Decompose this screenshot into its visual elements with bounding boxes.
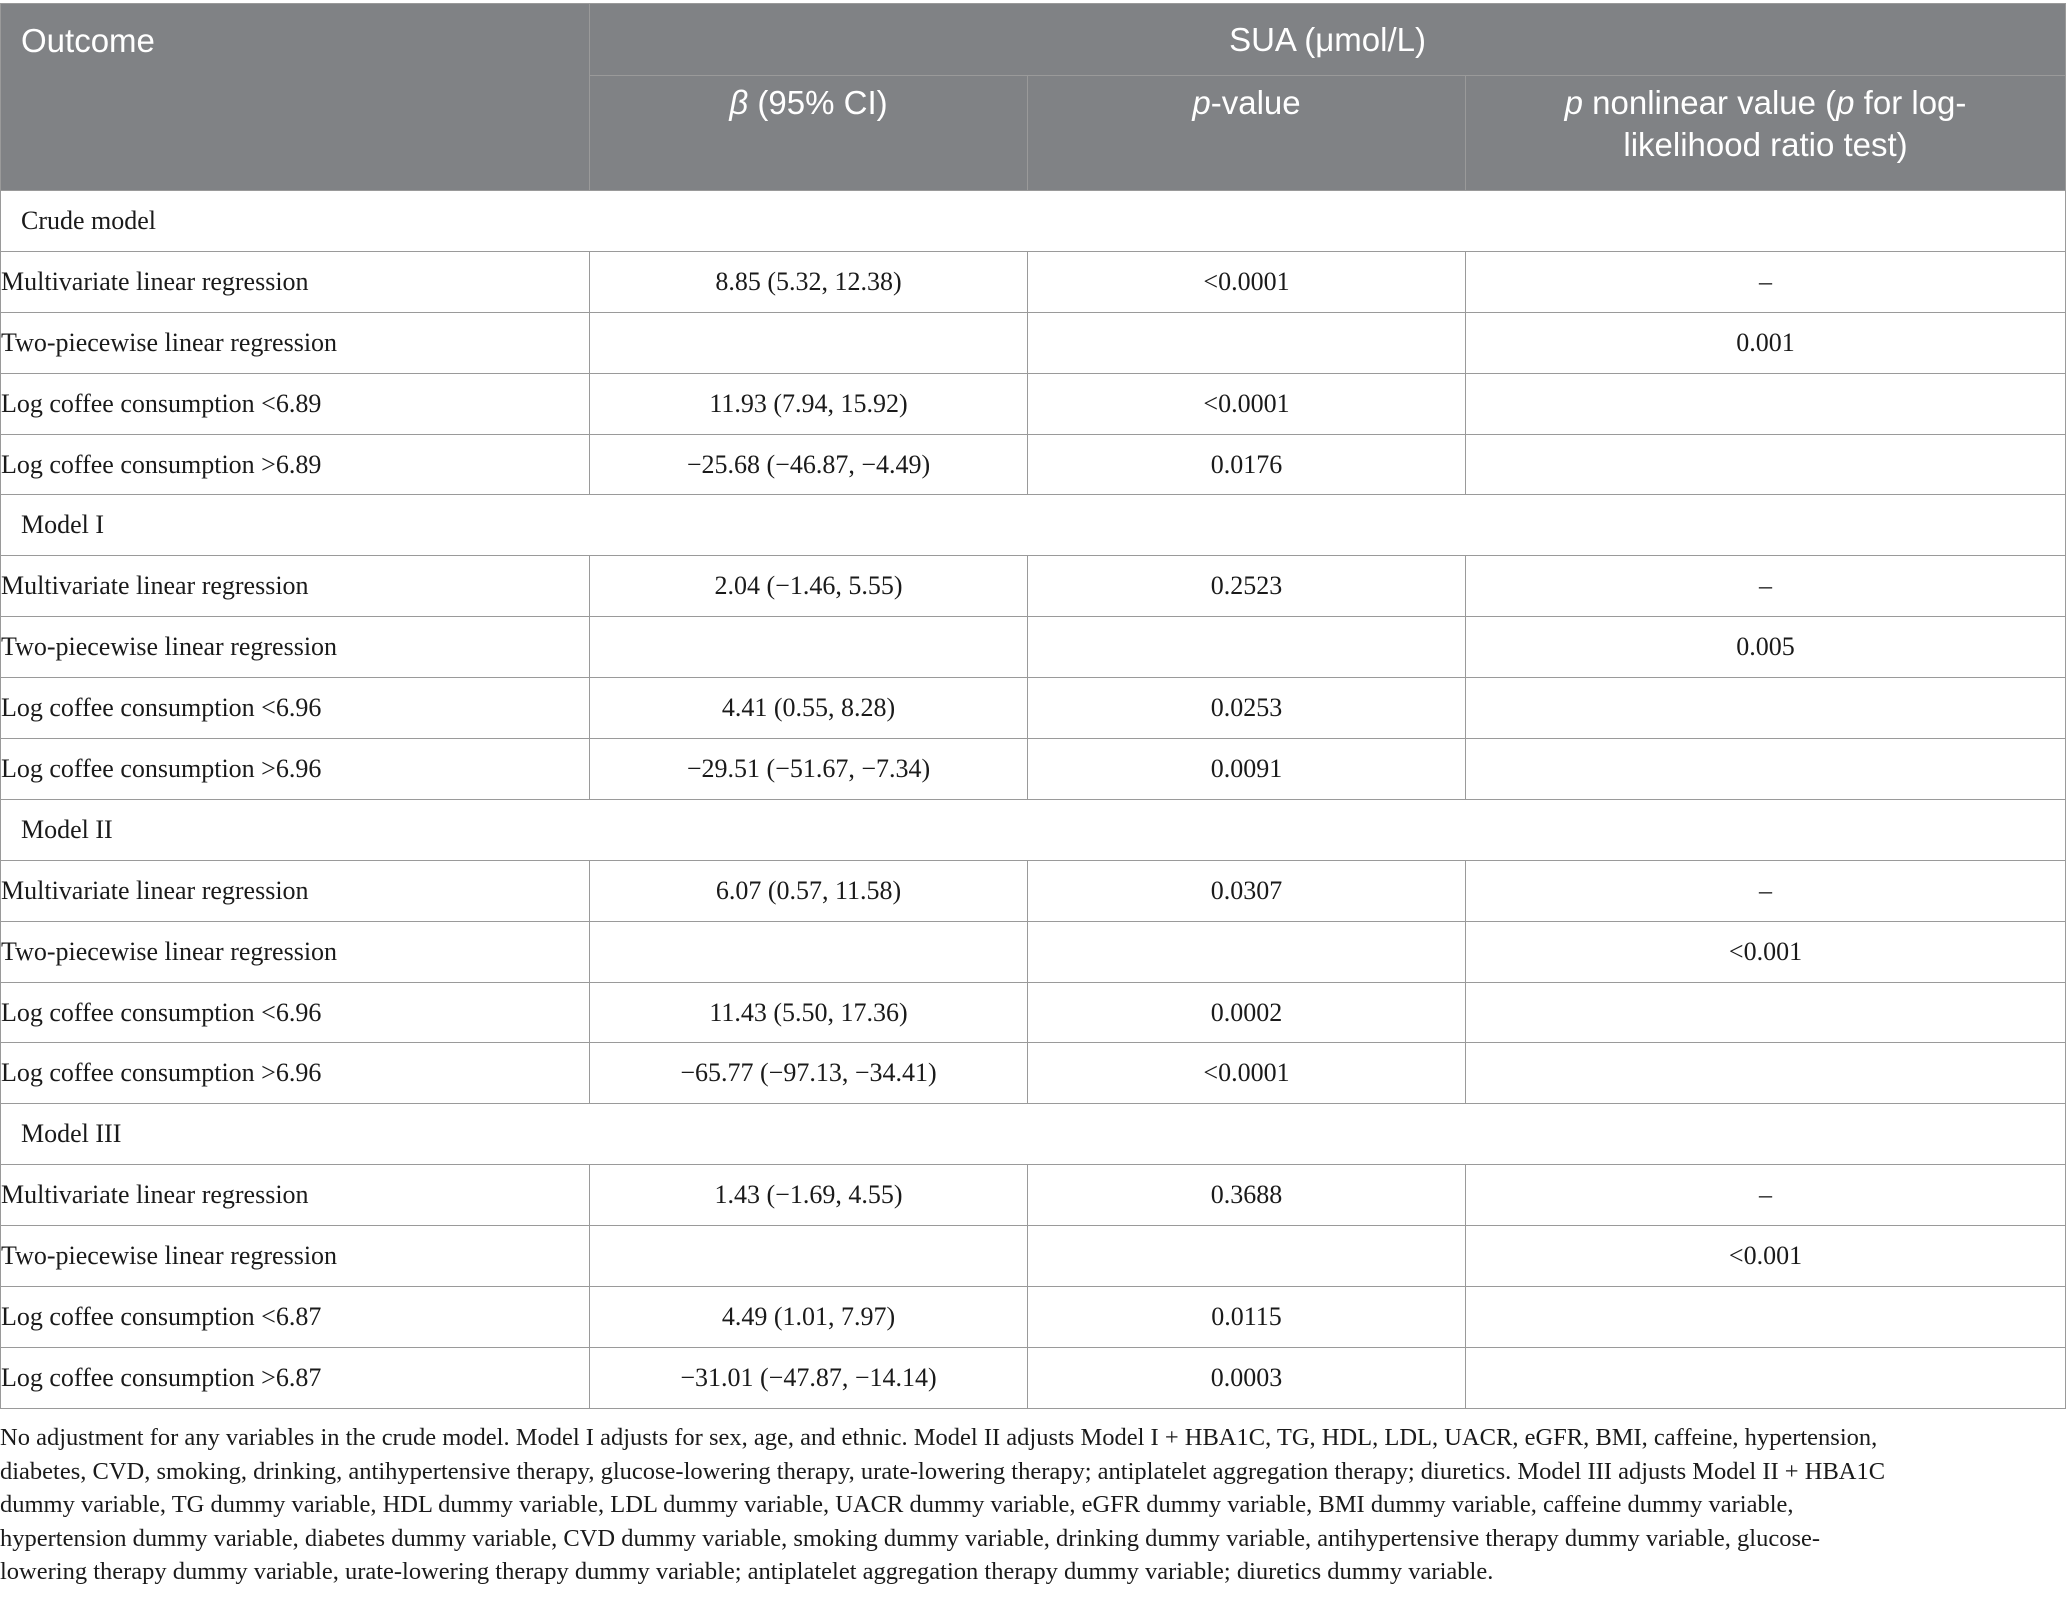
table-row <box>1 739 2066 800</box>
nonlinear-p-cell <box>1466 373 2066 434</box>
beta-ci-cell: −31.01 (−47.87, −14.14) <box>590 1347 1028 1408</box>
table-row <box>1 1347 2066 1408</box>
p-value-cell: <0.0001 <box>1028 373 1466 434</box>
beta-ci-cell: 6.07 (0.57, 11.58) <box>590 860 1028 921</box>
beta-ci-cell: 8.85 (5.32, 12.38) <box>590 251 1028 312</box>
section-row <box>1 191 2066 252</box>
table-footnote <box>0 1421 2067 1589</box>
footnote-line: hypertension dummy variable, diabetes dummy variable, CVD dummy variable, smoking dummy variable, drinking dummy variable, antihypertensive therapy dummy variable, glucose- <box>0 1524 1821 1552</box>
footnote-text <box>0 1421 2067 1589</box>
nonlinear-p-cell <box>1466 739 2066 800</box>
table-row <box>1 312 2066 373</box>
row-label: Log coffee consumption <6.96 <box>1 678 590 739</box>
beta-ci-cell: −25.68 (−46.87, −4.49) <box>590 434 1028 495</box>
section-title: Crude model <box>1 191 2066 252</box>
p-label: -value <box>1210 84 1301 121</box>
table-header <box>1 4 2066 191</box>
p-value-cell: 0.0115 <box>1028 1287 1466 1348</box>
table-row <box>1 678 2066 739</box>
row-label: Log coffee consumption <6.89 <box>1 373 590 434</box>
nonlinear-p-cell: 0.005 <box>1466 617 2066 678</box>
row-label: Log coffee consumption >6.87 <box>1 1347 590 1408</box>
table-body <box>1 191 2066 1409</box>
p-value-cell <box>1028 617 1466 678</box>
nonlinear-p-cell <box>1466 678 2066 739</box>
row-label: Log coffee consumption >6.96 <box>1 1043 590 1104</box>
header-sua-group: SUA (μmol/L) <box>590 4 2066 76</box>
beta-ci-cell <box>590 921 1028 982</box>
section-title: Model II <box>1 799 2066 860</box>
beta-symbol: β <box>729 84 749 121</box>
nonlinear-p-cell: – <box>1466 860 2066 921</box>
section-row <box>1 799 2066 860</box>
p-value-cell <box>1028 1226 1466 1287</box>
p-value-cell: 0.0002 <box>1028 982 1466 1043</box>
table-row <box>1 556 2066 617</box>
nonlinear-p-cell: – <box>1466 1165 2066 1226</box>
row-label: Log coffee consumption <6.87 <box>1 1287 590 1348</box>
table-row <box>1 1226 2066 1287</box>
table-row <box>1 921 2066 982</box>
nonlinear-p-cell: <0.001 <box>1466 1226 2066 1287</box>
p-value-cell: 0.0307 <box>1028 860 1466 921</box>
nonlinear-p-cell: – <box>1466 556 2066 617</box>
nonlinear-label: for log- <box>1854 84 1967 121</box>
p-value-cell <box>1028 312 1466 373</box>
table-row <box>1 251 2066 312</box>
row-label: Log coffee consumption <6.96 <box>1 982 590 1043</box>
p-value-cell: 0.0091 <box>1028 739 1466 800</box>
p-value-cell: 0.2523 <box>1028 556 1466 617</box>
nonlinear-p-cell <box>1466 1347 2066 1408</box>
nonlinear-p-cell: <0.001 <box>1466 921 2066 982</box>
table-row <box>1 1165 2066 1226</box>
beta-ci-cell <box>590 1226 1028 1287</box>
beta-ci-cell: −65.77 (−97.13, −34.41) <box>590 1043 1028 1104</box>
p-value-cell: 0.3688 <box>1028 1165 1466 1226</box>
section-title: Model III <box>1 1104 2066 1165</box>
nonlinear-p-cell <box>1466 434 2066 495</box>
table-row <box>1 1043 2066 1104</box>
nonlinear-p-cell: – <box>1466 251 2066 312</box>
p-value-cell: <0.0001 <box>1028 1043 1466 1104</box>
nonlinear-p-cell <box>1466 1287 2066 1348</box>
header-p-value <box>1028 76 1466 191</box>
p-value-cell: 0.0253 <box>1028 678 1466 739</box>
beta-ci-cell: 11.43 (5.50, 17.36) <box>590 982 1028 1043</box>
row-label: Multivariate linear regression <box>1 1165 590 1226</box>
table-row <box>1 982 2066 1043</box>
beta-ci-cell: 2.04 (−1.46, 5.55) <box>590 556 1028 617</box>
table-row <box>1 434 2066 495</box>
beta-ci-cell <box>590 617 1028 678</box>
footnote-line: lowering therapy dummy variable, urate-lowering therapy dummy variable; antiplatelet aggregation therapy dummy variable; diuretics dummy variable. <box>0 1558 1494 1585</box>
table-row <box>1 373 2066 434</box>
header-beta <box>590 76 1028 191</box>
table-row <box>1 617 2066 678</box>
table-row <box>1 1287 2066 1348</box>
header-outcome: Outcome <box>1 4 590 191</box>
nonlinear-p-cell <box>1466 1043 2066 1104</box>
footnote-line: dummy variable, TG dummy variable, HDL dummy variable, LDL dummy variable, UACR dummy variable, eGFR dummy variable, BMI dummy variable, caffeine dummy variable, <box>0 1491 1794 1518</box>
section-row <box>1 1104 2066 1165</box>
beta-ci-cell: 4.41 (0.55, 8.28) <box>590 678 1028 739</box>
footnote-line: No adjustment for any variables in the crude model. Model I adjusts for sex, age, and ethnic. Model II adjusts Model I + HBA1C, TG, HDL, LDL, UACR, eGFR, BMI, caffeine, hypertension, <box>0 1424 1878 1451</box>
row-label: Log coffee consumption >6.89 <box>1 434 590 495</box>
results-table <box>0 3 2066 1409</box>
row-label: Two-piecewise linear regression <box>1 312 590 373</box>
beta-label: (95% CI) <box>748 84 888 121</box>
section-row <box>1 495 2066 556</box>
nonlinear-label: nonlinear value ( <box>1583 84 1837 121</box>
row-label: Two-piecewise linear regression <box>1 921 590 982</box>
p-symbol: p <box>1564 84 1583 121</box>
row-label: Multivariate linear regression <box>1 556 590 617</box>
nonlinear-p-cell: 0.001 <box>1466 312 2066 373</box>
beta-ci-cell <box>590 312 1028 373</box>
beta-ci-cell: 11.93 (7.94, 15.92) <box>590 373 1028 434</box>
p-symbol: p <box>1836 84 1855 121</box>
row-label: Multivariate linear regression <box>1 860 590 921</box>
row-label: Two-piecewise linear regression <box>1 1226 590 1287</box>
footnote-line: diabetes, CVD, smoking, drinking, antihypertensive therapy, glucose-lowering therapy, urate-lowering therapy; antiplatelet aggregation therapy; diuretics. Model III adjusts Model II + HBA1C <box>0 1457 1886 1485</box>
row-label: Two-piecewise linear regression <box>1 617 590 678</box>
beta-ci-cell: 4.49 (1.01, 7.97) <box>590 1287 1028 1348</box>
p-value-cell: <0.0001 <box>1028 251 1466 312</box>
table-row <box>1 860 2066 921</box>
p-value-cell <box>1028 921 1466 982</box>
nonlinear-p-cell <box>1466 982 2066 1043</box>
section-title: Model I <box>1 495 2066 556</box>
nonlinear-label: likelihood ratio test) <box>1623 126 1908 163</box>
p-value-cell: 0.0176 <box>1028 434 1466 495</box>
p-symbol: p <box>1192 84 1211 121</box>
row-label: Log coffee consumption >6.96 <box>1 739 590 800</box>
row-label: Multivariate linear regression <box>1 251 590 312</box>
p-value-cell: 0.0003 <box>1028 1347 1466 1408</box>
beta-ci-cell: 1.43 (−1.69, 4.55) <box>590 1165 1028 1226</box>
beta-ci-cell: −29.51 (−51.67, −7.34) <box>590 739 1028 800</box>
header-nonlinear <box>1466 76 2066 191</box>
